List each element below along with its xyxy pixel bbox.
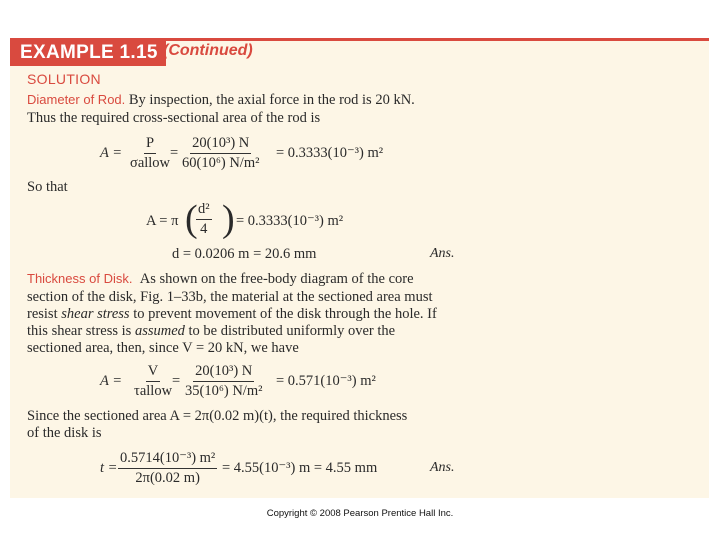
rod-heading: Diameter of Rod. [27, 92, 126, 107]
eq1-rhs: = 0.3333(10⁻³) m² [276, 145, 384, 161]
example-label: EXAMPLE 1.15 [10, 38, 166, 66]
assumed-emphasis: assumed [134, 323, 185, 339]
eq2-numerator: d² [196, 201, 212, 220]
eq1-denominator-2: 60(10⁶) N/m² [182, 155, 260, 171]
solution-title: SOLUTION [27, 71, 101, 87]
so-that-text: So that [27, 179, 68, 195]
disk-line-3-start: resist [27, 306, 58, 322]
eq4-denominator-1: τallow [134, 383, 173, 399]
eq4-lhs [100, 373, 122, 390]
eq4-equals: = [172, 373, 181, 389]
eq1-denominator-1: σallow [130, 155, 171, 171]
eq5-denominator: 2π(0.02 m) [135, 470, 200, 486]
eq4-fraction-2 [183, 363, 264, 400]
shear-stress-emphasis: shear stress [61, 306, 130, 322]
disk-line-2: section of the disk, Fig. 1–33b, the material at the sectioned area must [27, 289, 433, 305]
eq5-lhs-text: t = [100, 460, 118, 476]
disk-heading: Thickness of Disk. [27, 271, 133, 286]
eq1-fraction-2 [180, 135, 261, 172]
eq4-lhs-text: A = [100, 373, 123, 389]
eq1-lhs-text: A = [100, 145, 123, 161]
eq2-lhs: A = π [146, 213, 179, 229]
eq5-rhs: = 4.55(10⁻³) m = 4.55 mm [222, 460, 378, 476]
disk-line-3-end: to prevent movement of the disk through the hole. If [133, 306, 437, 322]
disk-line-6: Since the sectioned area A = 2π(0.02 m)(t), the required thickness [27, 408, 408, 424]
disk-paragraph-line-1 [27, 271, 414, 288]
eq4-numerator-2: 20(10³) N [193, 363, 254, 382]
eq3-result: d = 0.0206 m = 20.6 mm [172, 246, 317, 262]
disk-line-3 [27, 306, 437, 323]
disk-answer-label: Ans. [430, 460, 455, 475]
continued-label: (Continued) [163, 42, 253, 59]
eq5-numerator: 0.5714(10⁻³) m² [118, 450, 217, 469]
eq4-fraction-1 [132, 363, 174, 400]
disk-line-1: As shown on the free-body diagram of the core [139, 271, 414, 287]
eq2-fraction [196, 201, 212, 238]
rod-line-2: Thus the required cross-sectional area of the rod is [27, 110, 321, 126]
rod-line-1: By inspection, the axial force in the rod is 20 kN. [128, 92, 415, 108]
disk-line-5: sectioned area, then, since V = 20 kN, we have [27, 340, 299, 356]
eq5-lhs [100, 460, 117, 477]
eq1-fraction-1 [128, 135, 172, 172]
eq1-lhs [100, 145, 122, 162]
copyright-notice: Copyright © 2008 Pearson Prentice Hall Inc. [266, 508, 454, 519]
disk-line-4-end: to be distributed uniformly over the [188, 323, 396, 339]
eq5-fraction [118, 450, 217, 487]
eq4-rhs: = 0.571(10⁻³) m² [276, 373, 376, 389]
eq1-equals: = [170, 145, 179, 161]
disk-line-4-start: this shear stress is [27, 323, 132, 339]
eq1-numerator-1: P [144, 135, 156, 154]
disk-line-7: of the disk is [27, 425, 102, 441]
eq1-numerator-2: 20(10³) N [190, 135, 251, 154]
disk-line-4 [27, 323, 395, 340]
eq4-denominator-2: 35(10⁶) N/m² [185, 383, 263, 399]
rod-answer-label: Ans. [430, 246, 455, 261]
rod-paragraph-line-1 [27, 92, 415, 109]
eq4-numerator-1: V [146, 363, 160, 382]
eq2-denominator: 4 [200, 221, 208, 237]
eq2-right-paren: ) [222, 198, 235, 240]
eq2-rhs: = 0.3333(10⁻³) m² [236, 213, 344, 229]
eq2-left-paren: ( [185, 198, 198, 240]
